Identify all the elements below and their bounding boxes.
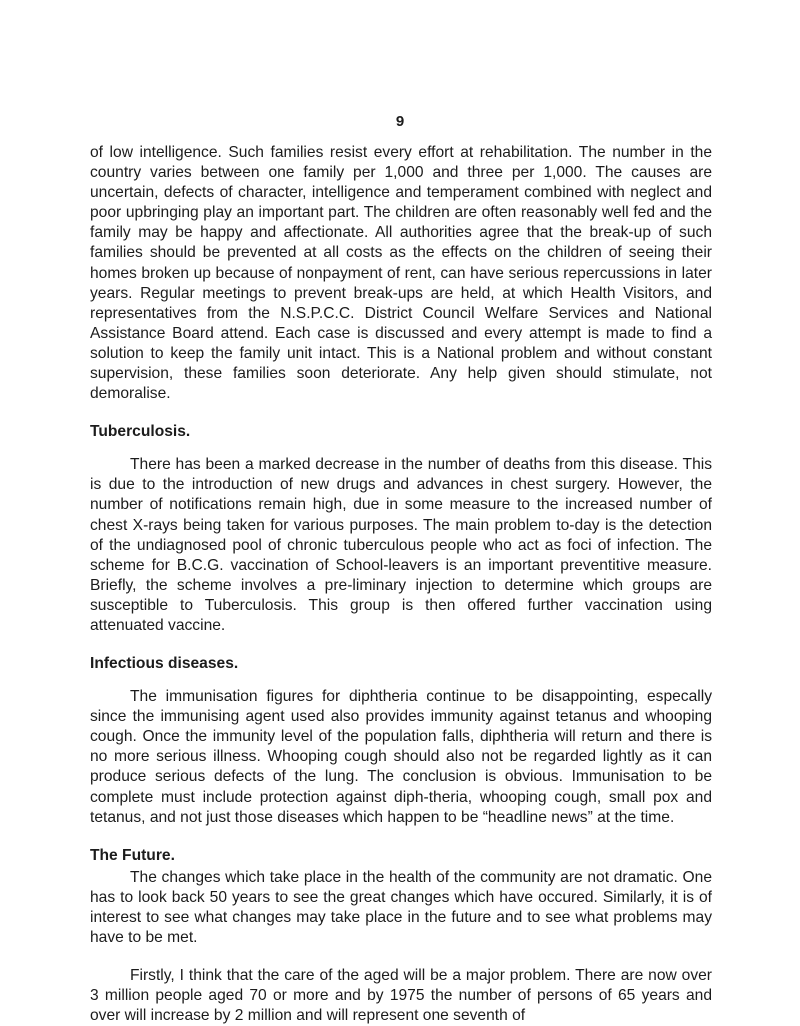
- document-body: [90, 143, 712, 1026]
- heading-tuberculosis: Tuberculosis.: [90, 423, 191, 441]
- heading-the-future: The Future.: [90, 846, 175, 864]
- paragraph-infectious-diseases: The immunisation figures for diphtheria continue to be disappointing, especally since the immunising agent used also provides immunity against tetanus and whooping cough. Once the immunity level of the population falls, diphtheria will return and there is no more serious illness. Whooping cough should also not be regarded lightly as it can produce serious defects of the lung. The conclusion is obvious. Immunisation to be complete must include protection against diph-theria, whooping cough, small pox and tetanus, and not just those diseases which happen to be “headline news” at the time.: [90, 688, 712, 826]
- paragraph-future-2: Firstly, I think that the care of the aged will be a major problem. There are now over 3 million people aged 70 or more and by 1975 the number of persons of 65 years and over will increase by 2 million and will represent one seventh of: [90, 967, 712, 1025]
- paragraph-intro: of low intelligence. Such families resist every effort at rehabilitation. The number in the country varies between one family per 1,000 and three per 1,000. The causes are uncertain, defects of character, intelligence and temperament combined with neglect and poor upbringing play an important part. The children are often reasonably well fed and the family may be happy and affectionate. All authorities agree that the break-up of such families should be prevented at all costs as the effects on the children of seeing their homes broken up because of nonpayment of rent, can have serious repercussions in later years. Regular meetings to prevent break-ups are held, at which Health Visitors, and representatives from the N.S.P.C.C. District Council Welfare Services and National Assistance Board attend. Each case is discussed and every attempt is made to find a solution to keep the family unit intact. This is a National problem and without constant supervision, these families soon deteriorate. Any help given should stimulate, not demoralise.: [90, 144, 712, 403]
- paragraph-future-1: The changes which take place in the health of the community are not dramatic. One has to look back 50 years to see the great changes which have occured. Similarly, it is of interest to see what changes may take place in the future and to see what problems may have to be met.: [90, 868, 712, 946]
- heading-infectious-diseases: Infectious diseases.: [90, 655, 239, 673]
- paragraph-tuberculosis: There has been a marked decrease in the number of deaths from this disease. This is due to the introduction of new drugs and advances in chest surgery. However, the number of notifications remain high, due in some measure to the increased number of chest X-rays being taken for various purposes. The main problem to-day is the detection of the undiagnosed pool of chronic tuberculous people who act as foci of infection. The scheme for B.C.G. vaccination of School-leavers is an important preventitive measure. Briefly, the scheme involves a pre-liminary injection to determine which groups are susceptible to Tuberculosis. This group is then offered further vaccination using attenuated vaccine.: [90, 456, 712, 634]
- page-number: 9: [395, 113, 405, 130]
